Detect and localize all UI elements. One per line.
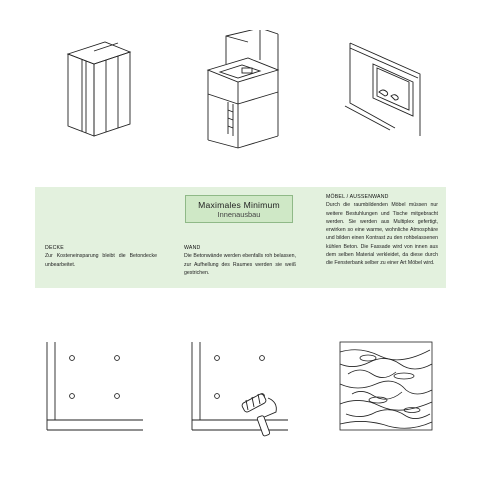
loft-bed-illustration	[198, 30, 288, 150]
column-moebel	[326, 193, 438, 268]
column-text: Die Betonwände werden ebenfalls roh belassen, zur Aufhellung des Raumes werden sie weiß gestrichen.	[184, 253, 296, 276]
column-decke	[45, 244, 157, 269]
section-title: Maximales Minimum	[198, 200, 280, 210]
window-seat-illustration	[335, 38, 435, 138]
ceiling-panel-illustration	[45, 340, 145, 435]
column-wand	[184, 244, 296, 277]
section-title-box	[185, 195, 293, 223]
wall-painting-illustration	[190, 340, 290, 440]
column-text: Zur Kosteneinsparung bleibt die Betondecke unbearbeitet.	[45, 253, 157, 268]
section-subtitle: Innenausbau	[217, 210, 261, 219]
plywood-texture-illustration	[338, 340, 438, 435]
wardrobe-illustration	[60, 36, 140, 146]
column-text: Durch die raumbildenden Möbel müssen nur weitere Bestuhlungen und Tische mitgebracht werden. Sie werden aus Multiplex gefertigt, erwirken so eine warme, wohnliche Atmosphäre und bilden einen Kontrast zu den rohbelassenen kühlen Beton. Die Fassade wird von innen aus dem selben Material verkleidet, da diese durch die Fensterbank selber zu einer Art Möbel wird.	[326, 202, 438, 267]
column-heading: WAND	[184, 245, 201, 251]
column-heading: MÖBEL / AUSSENWAND	[326, 194, 389, 200]
column-heading: DECKE	[45, 245, 64, 251]
